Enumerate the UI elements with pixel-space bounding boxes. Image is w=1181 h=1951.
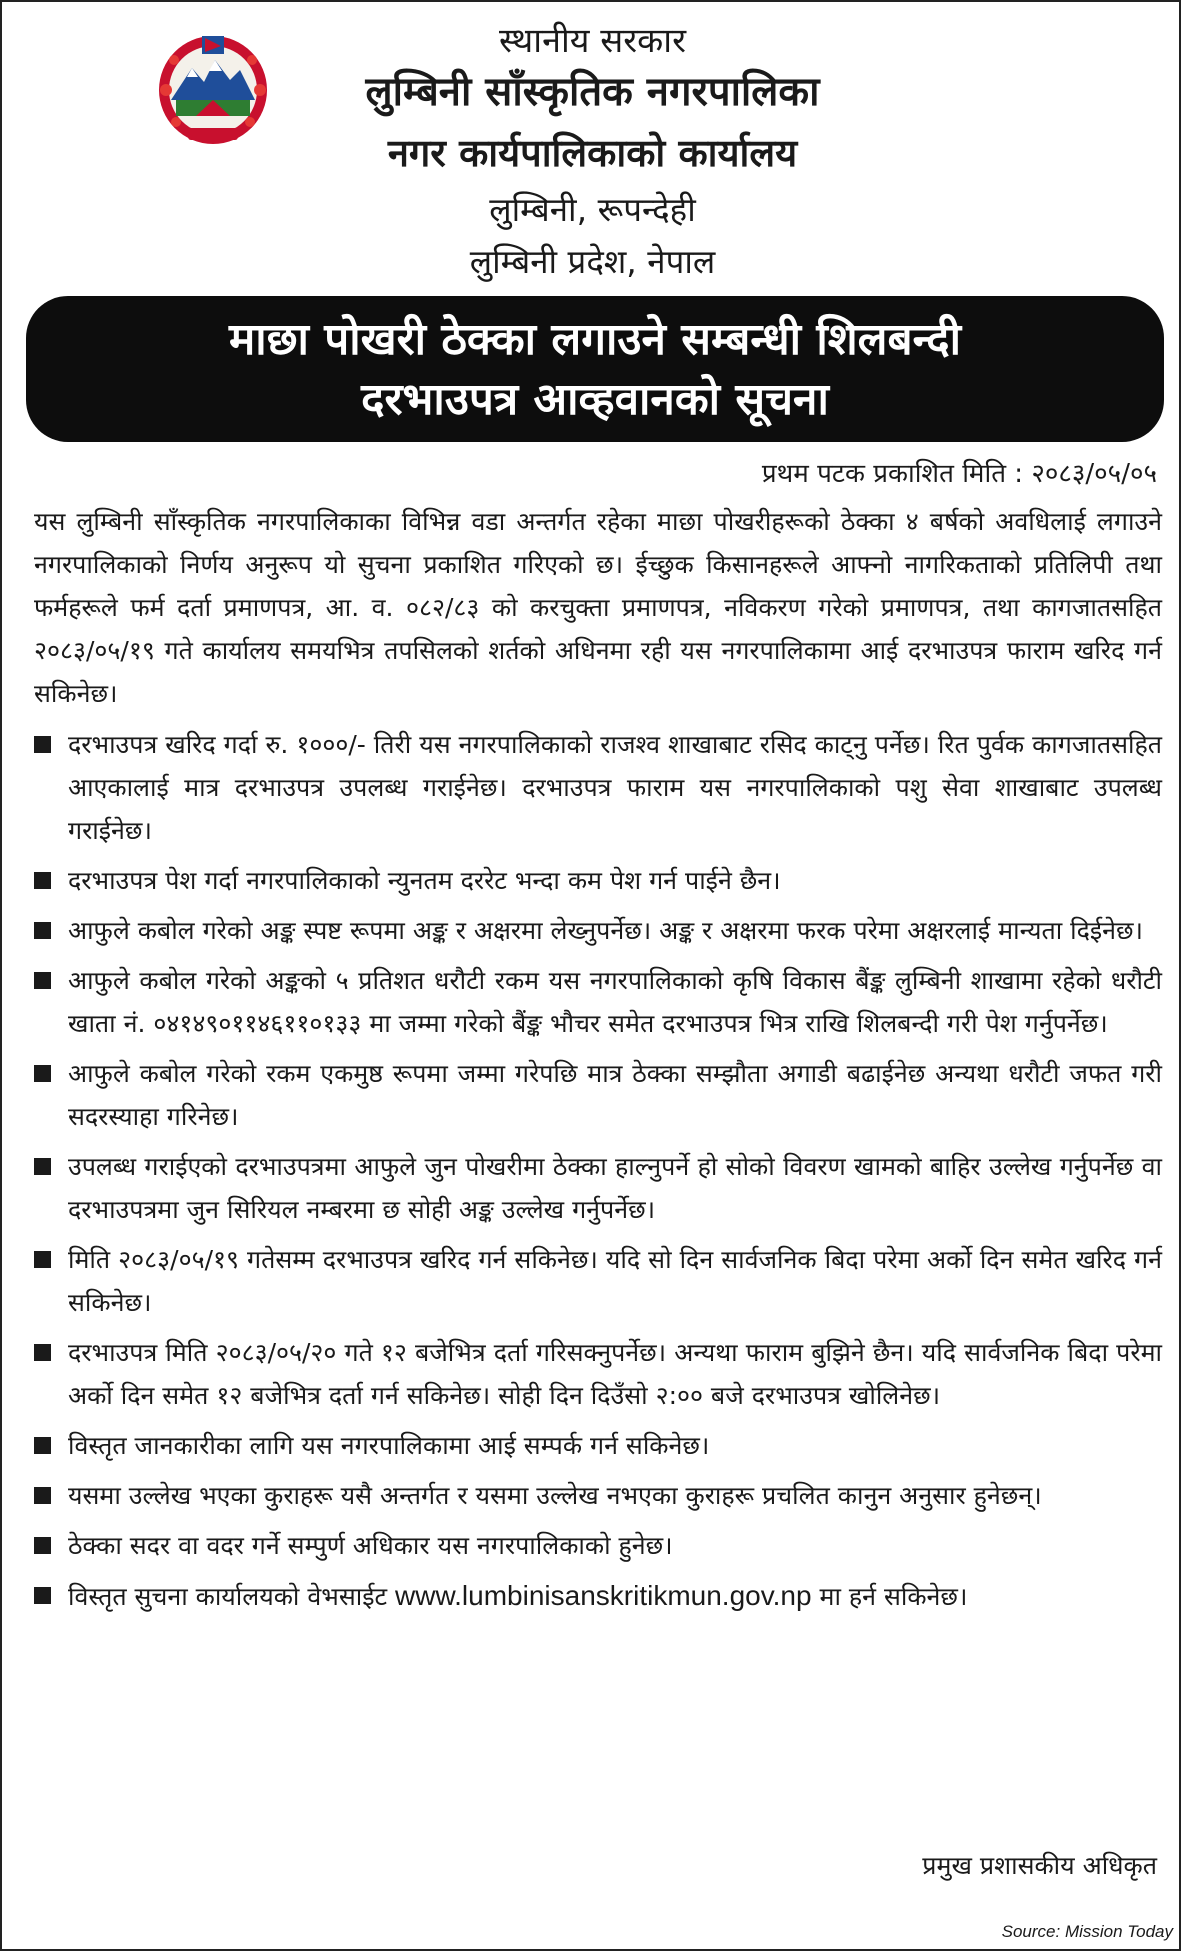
signatory-title: प्रमुख प्रशासकीय अधिकृत xyxy=(922,1851,1157,1880)
province-country: लुम्बिनी प्रदेश, नेपाल xyxy=(469,242,716,281)
condition-text: यसमा उल्लेख भएका कुराहरू यसै अन्तर्गत र यसमा उल्लेख नभएका कुराहरू प्रचलित कानुन अनुसार हुनेछन्। xyxy=(68,1481,1042,1510)
municipality-name: लुम्बिनी साँस्कृतिक नगरपालिका xyxy=(365,69,820,115)
notice-title-banner xyxy=(26,296,1164,442)
condition-text: दरभाउपत्र मिति २०८३/०५/२० गते १२ बजेभित्र दर्ता गरिसक्नुपर्नेछ। अन्यथा फाराम बुझिने छैन। यदि सार्वजनिक बिदा परेमा अर्को दिन समेत १२ बजेभित्र दर्ता गर्न सकिनेछ। सोही दिन दिउँसो २:०० बजे दरभाउपत्र खोलिनेछ। xyxy=(68,1338,1162,1410)
condition-item xyxy=(34,1424,1162,1467)
office-name: नगर कार्यपालिकाको कार्यालय xyxy=(387,131,798,175)
condition-item xyxy=(34,909,1162,952)
bullet-square-icon xyxy=(34,1344,51,1361)
condition-item xyxy=(34,1474,1162,1517)
location: लुम्बिनी, रूपन्देही xyxy=(489,190,696,229)
condition-item xyxy=(34,1145,1162,1231)
condition-item-website xyxy=(34,1574,1162,1618)
bullet-square-icon xyxy=(34,1537,51,1554)
bullet-square-icon xyxy=(34,1487,51,1504)
condition-text: विस्तृत जानकारीका लागि यस नगरपालिकामा आई सम्पर्क गर्न सकिनेछ। xyxy=(68,1431,710,1460)
condition-text: मिति २०८३/०५/१९ गतेसम्म दरभाउपत्र खरिद गर्न सकिनेछ। यदि सो दिन सार्वजनिक बिदा परेमा अर्को दिन समेत खरिद गर्न सकिनेछ। xyxy=(68,1245,1162,1317)
source-credit: Source: Mission Today xyxy=(1001,1922,1173,1941)
bullet-square-icon xyxy=(34,1437,51,1454)
bullet-square-icon xyxy=(34,1065,51,1082)
notice-title-line-1: माछा पोखरी ठेक्का लगाउने सम्बन्धी शिलबन्दी xyxy=(228,314,961,365)
condition-item xyxy=(34,723,1162,852)
bullet-square-icon xyxy=(34,872,51,889)
condition-text: आफुले कबोल गरेको अङ्कको ५ प्रतिशत धरौटी रकम यस नगरपालिकाको कृषि विकास बैंङ्क लुम्बिनी शाखामा रहेको धरौटी खाता नं. ०४१४९०११४६११०१३३ मा जम्मा गरेको बैंङ्क भौचर समेत दरभाउपत्र भित्र राखि शिलबन्दी गरी पेश गर्नुपर्नेछ। xyxy=(68,966,1162,1038)
bullet-square-icon xyxy=(34,1587,51,1604)
website-prefix: विस्तृत सुचना कार्यालयको वेभसाईट xyxy=(68,1582,388,1611)
bullet-square-icon xyxy=(34,736,51,753)
bullet-square-icon xyxy=(34,922,51,939)
conditions-list xyxy=(34,723,1162,1618)
condition-text: आफुले कबोल गरेको रकम एकमुष्ठ रूपमा जम्मा गरेपछि मात्र ठेक्का सम्झौता अगाडी बढाईनेछ अन्यथा धरौटी जफत गरी सदरस्याहा गरिनेछ। xyxy=(68,1059,1162,1131)
condition-item xyxy=(34,959,1162,1045)
condition-text: उपलब्ध गराईएको दरभाउपत्रमा आफुले जुन पोखरीमा ठेक्का हाल्नुपर्ने हो सोको विवरण खामको बाहिर उल्लेख गर्नुपर्नेछ वा दरभाउपत्रमा जुन सिरियल नम्बरमा छ सोही अङ्क उल्लेख गर्नुपर्नेछ। xyxy=(68,1152,1162,1224)
notice-title-line-2: दरभाउपत्र आव्हवानको सूचना xyxy=(361,374,829,425)
website-suffix: मा हर्न सकिनेछ। xyxy=(819,1582,968,1611)
bullet-square-icon xyxy=(34,1251,51,1268)
header-level: स्थानीय सरकार xyxy=(499,21,686,61)
condition-item xyxy=(34,1524,1162,1567)
notice-body xyxy=(34,500,1162,1625)
condition-text: ठेक्का सदर वा वदर गर्ने सम्पुर्ण अधिकार यस नगरपालिकाको हुनेछ। xyxy=(68,1531,673,1560)
bullet-square-icon xyxy=(34,972,51,989)
condition-text: दरभाउपत्र पेश गर्दा नगरपालिकाको न्युनतम दररेट भन्दा कम पेश गर्न पाईने छैन। xyxy=(68,866,781,895)
condition-text: दरभाउपत्र खरिद गर्दा रु. १०००/- तिरी यस नगरपालिकाको राजश्व शाखाबाट रसिद काट्नु पर्नेछ। रित पुर्वक कागजातसहित आएकालाई मात्र दरभाउपत्र उपलब्ध गराईनेछ। दरभाउपत्र फाराम यस नगरपालिकाको पशु सेवा शाखाबाट उपलब्ध गराईनेछ। xyxy=(68,730,1162,845)
intro-paragraph: यस लुम्बिनी साँस्कृतिक नगरपालिकाका विभिन्न वडा अन्तर्गत रहेका माछा पोखरीहरूको ठेक्का ४ बर्षको अवधिलाई लगाउने नगरपालिकाको निर्णय अनुरूप यो सुचना प्रकाशित गरिएको छ। ईच्छुक किसानहरूले आफ्नो नागरिकताको प्रतिलिपी तथा फर्महरूले फर्म दर्ता प्रमाणपत्र, आ. व. ०८२/८३ को करचुक्ता प्रमाणपत्र, नविकरण गरेको प्रमाणपत्र, तथा कागजातसहित २०८३/०५/१९ गते कार्यालय समयभित्र तपसिलको शर्तको अधिनमा रही यस नगरपालिकामा आई दरभाउपत्र फाराम खरिद गर्न सकिनेछ। xyxy=(34,507,1162,708)
condition-item xyxy=(34,1238,1162,1324)
bullet-square-icon xyxy=(34,1158,51,1175)
publication-date: प्रथम पटक प्रकाशित मिति : २०८३/०५/०५ xyxy=(761,459,1157,489)
website-link[interactable]: www.lumbinisanskritikmun.gov.np xyxy=(395,1580,812,1611)
condition-item xyxy=(34,1331,1162,1417)
condition-item xyxy=(34,1052,1162,1138)
condition-item xyxy=(34,859,1162,902)
condition-text: आफुले कबोल गरेको अङ्क स्पष्ट रूपमा अङ्क र अक्षरमा लेख्नुपर्नेछ। अङ्क र अक्षरमा फरक परेमा अक्षरलाई मान्यता दिईनेछ। xyxy=(68,916,1144,945)
